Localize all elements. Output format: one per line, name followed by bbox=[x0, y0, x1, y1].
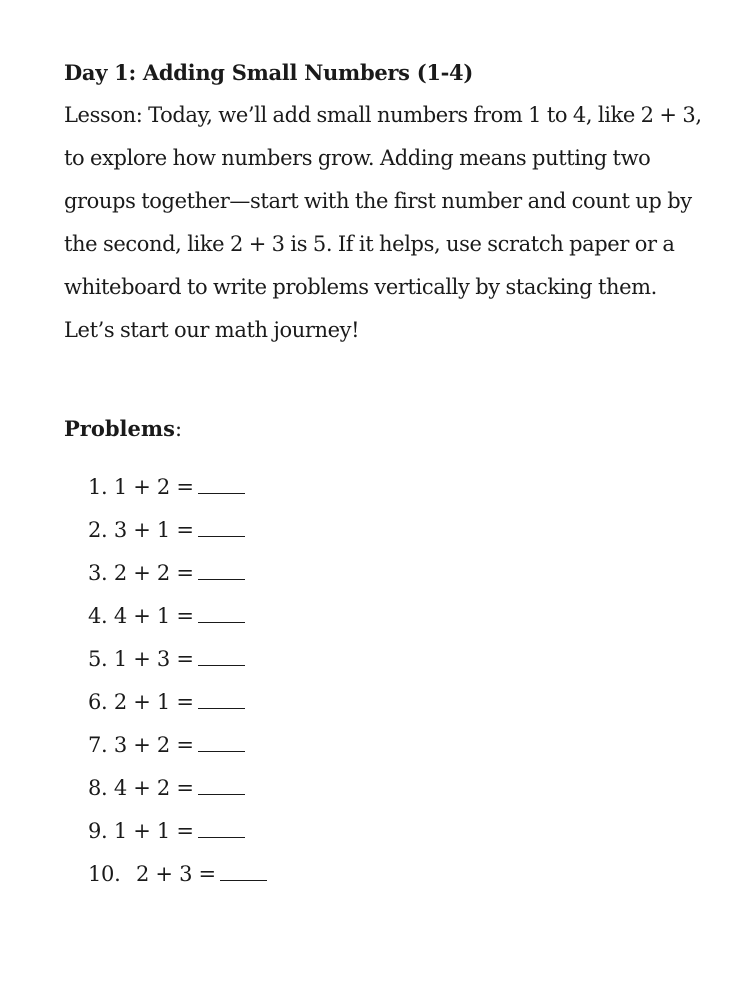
problem-item bbox=[88, 767, 704, 810]
problem-number: 5. bbox=[88, 647, 108, 671]
problem-number: 6. bbox=[88, 690, 108, 714]
problem-expression: 1 + 3 = bbox=[113, 647, 194, 671]
answer-blank bbox=[198, 836, 245, 838]
answer-blank bbox=[220, 879, 267, 881]
answer-blank bbox=[198, 621, 245, 623]
problem-item bbox=[88, 509, 704, 552]
problem-number: 4. bbox=[88, 604, 108, 628]
answer-blank bbox=[198, 793, 245, 795]
problem-expression: 4 + 1 = bbox=[113, 604, 194, 628]
problems-heading-label: Problems bbox=[64, 416, 175, 441]
problem-expression: 1 + 2 = bbox=[113, 475, 194, 499]
problem-number: 2. bbox=[88, 518, 108, 542]
problem-expression: 3 + 1 = bbox=[113, 518, 194, 542]
worksheet-page bbox=[64, 56, 704, 896]
lesson-text: Lesson: Today, we’ll add small numbers from 1 to 4, like 2 + 3, to explore how numbers grow. Adding means putting two groups together—start with the first number and count up by the second, like 2 + 3 is 5. If it helps, use scratch paper or a whiteboard to write problems vertically by stacking them. Let’s start our math journey! bbox=[64, 103, 702, 342]
problem-number: 3. bbox=[88, 561, 108, 585]
problem-number: 9. bbox=[88, 819, 108, 843]
problem-number: 7. bbox=[88, 733, 108, 757]
problem-item bbox=[88, 724, 704, 767]
problem-expression: 2 + 3 = bbox=[136, 862, 216, 886]
problem-expression: 3 + 2 = bbox=[113, 733, 194, 757]
problems-heading-colon: : bbox=[174, 417, 183, 441]
problem-item bbox=[88, 595, 704, 638]
answer-blank bbox=[198, 578, 245, 580]
problem-item bbox=[88, 681, 704, 724]
problem-list bbox=[88, 466, 704, 896]
problem-expression: 2 + 2 = bbox=[113, 561, 194, 585]
answer-blank bbox=[198, 750, 245, 752]
problem-number: 10. bbox=[88, 862, 121, 886]
answer-blank bbox=[198, 664, 245, 666]
problem-item bbox=[88, 638, 704, 681]
problem-number: 8. bbox=[88, 776, 108, 800]
answer-blank bbox=[198, 707, 245, 709]
problem-expression: 1 + 1 = bbox=[113, 819, 194, 843]
problem-number: 1. bbox=[88, 475, 108, 499]
problem-item bbox=[88, 552, 704, 595]
answer-blank bbox=[198, 535, 245, 537]
problem-expression: 2 + 1 = bbox=[113, 690, 194, 714]
problems-heading bbox=[64, 412, 704, 446]
answer-blank bbox=[198, 492, 245, 494]
problem-expression: 4 + 2 = bbox=[113, 776, 194, 800]
problem-item bbox=[88, 853, 704, 896]
page-title: Day 1: Adding Small Numbers (1-4) bbox=[64, 60, 474, 85]
problem-item bbox=[88, 810, 704, 853]
problem-item bbox=[88, 466, 704, 509]
